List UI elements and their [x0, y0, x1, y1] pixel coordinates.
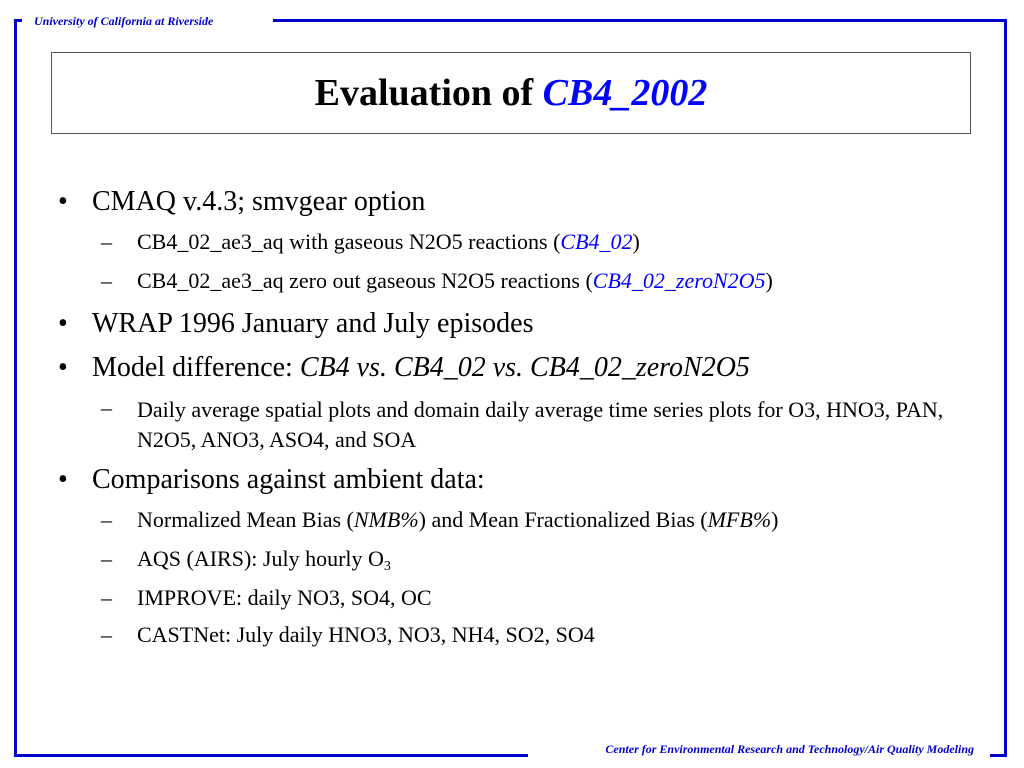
bullet-text: CMAQ v.4.3; smvgear option — [92, 186, 426, 217]
bullet-marker: • — [58, 464, 68, 495]
text-part: Model difference: — [92, 352, 300, 383]
emphasis-part: CB4_02 — [560, 229, 633, 254]
frame-right-border — [1004, 19, 1007, 757]
text-part: CB4_02_ae3_aq with gaseous N2O5 reactions ( — [137, 229, 561, 254]
dash-marker: – — [101, 268, 112, 293]
slide-title-box — [51, 52, 971, 134]
sub-bullet-text — [137, 507, 778, 533]
text-part: ) and Mean Fractionalized Bias ( — [418, 507, 708, 532]
text-part: Normalized Mean Bias ( — [137, 507, 354, 532]
text-part: ) — [632, 229, 640, 254]
text-part: AQS (AIRS): July hourly O — [137, 546, 384, 571]
bullet-marker: • — [58, 352, 68, 383]
dash-marker: – — [101, 622, 112, 647]
title-emphasis: CB4_2002 — [542, 72, 708, 114]
emphasis-part: CB4 vs. CB4_02 vs. CB4_02_zeroN2O5 — [299, 352, 750, 383]
bullet-text — [92, 352, 750, 384]
emphasis-part: NMB% — [353, 507, 419, 532]
title-plain: Evaluation of — [314, 72, 543, 114]
dash-marker: – — [101, 585, 112, 610]
sub-bullet-text — [137, 546, 391, 572]
frame-left-border — [14, 19, 17, 757]
text-part: CB4_02_ae3_aq zero out gaseous N2O5 reactions ( — [137, 268, 593, 293]
text-part: ) — [765, 268, 773, 293]
frame-bottom-border-right — [990, 754, 1007, 757]
emphasis-part: CB4_02_zeroN2O5 — [592, 268, 766, 293]
text-part: ) — [771, 507, 779, 532]
slide-title — [315, 71, 708, 115]
bullet-marker: • — [58, 308, 68, 339]
header-institution: University of California at Riverside — [30, 14, 217, 29]
frame-top-border-left — [14, 19, 22, 22]
emphasis-part: MFB% — [707, 507, 772, 532]
dash-marker: – — [101, 546, 112, 571]
frame-top-border-right — [273, 19, 1007, 22]
bullet-marker: • — [58, 186, 68, 217]
dash-marker: – — [101, 507, 112, 532]
sub-bullet-text: Daily average spatial plots and domain daily average time series plots for O3, HNO3, PAN, N2O5, ANO3, ASO4, and SOA — [137, 397, 944, 452]
sub-bullet-text: IMPROVE: daily NO3, SO4, OC — [137, 585, 432, 610]
bullet-text: Comparisons against ambient data: — [92, 464, 485, 495]
dash-marker: – — [101, 229, 112, 254]
sub-bullet-text: CASTNet: July daily HNO3, NO3, NH4, SO2, SO4 — [137, 622, 595, 647]
dash-marker: – — [101, 395, 112, 420]
footer-center-name: Center for Environmental Research and Technology/Air Quality Modeling — [601, 742, 978, 757]
sub-bullet-text — [137, 229, 640, 255]
frame-bottom-border-left — [14, 754, 528, 757]
bullet-text: WRAP 1996 January and July episodes — [92, 308, 534, 339]
subscript: 3 — [383, 559, 391, 574]
sub-bullet-text — [137, 268, 773, 294]
